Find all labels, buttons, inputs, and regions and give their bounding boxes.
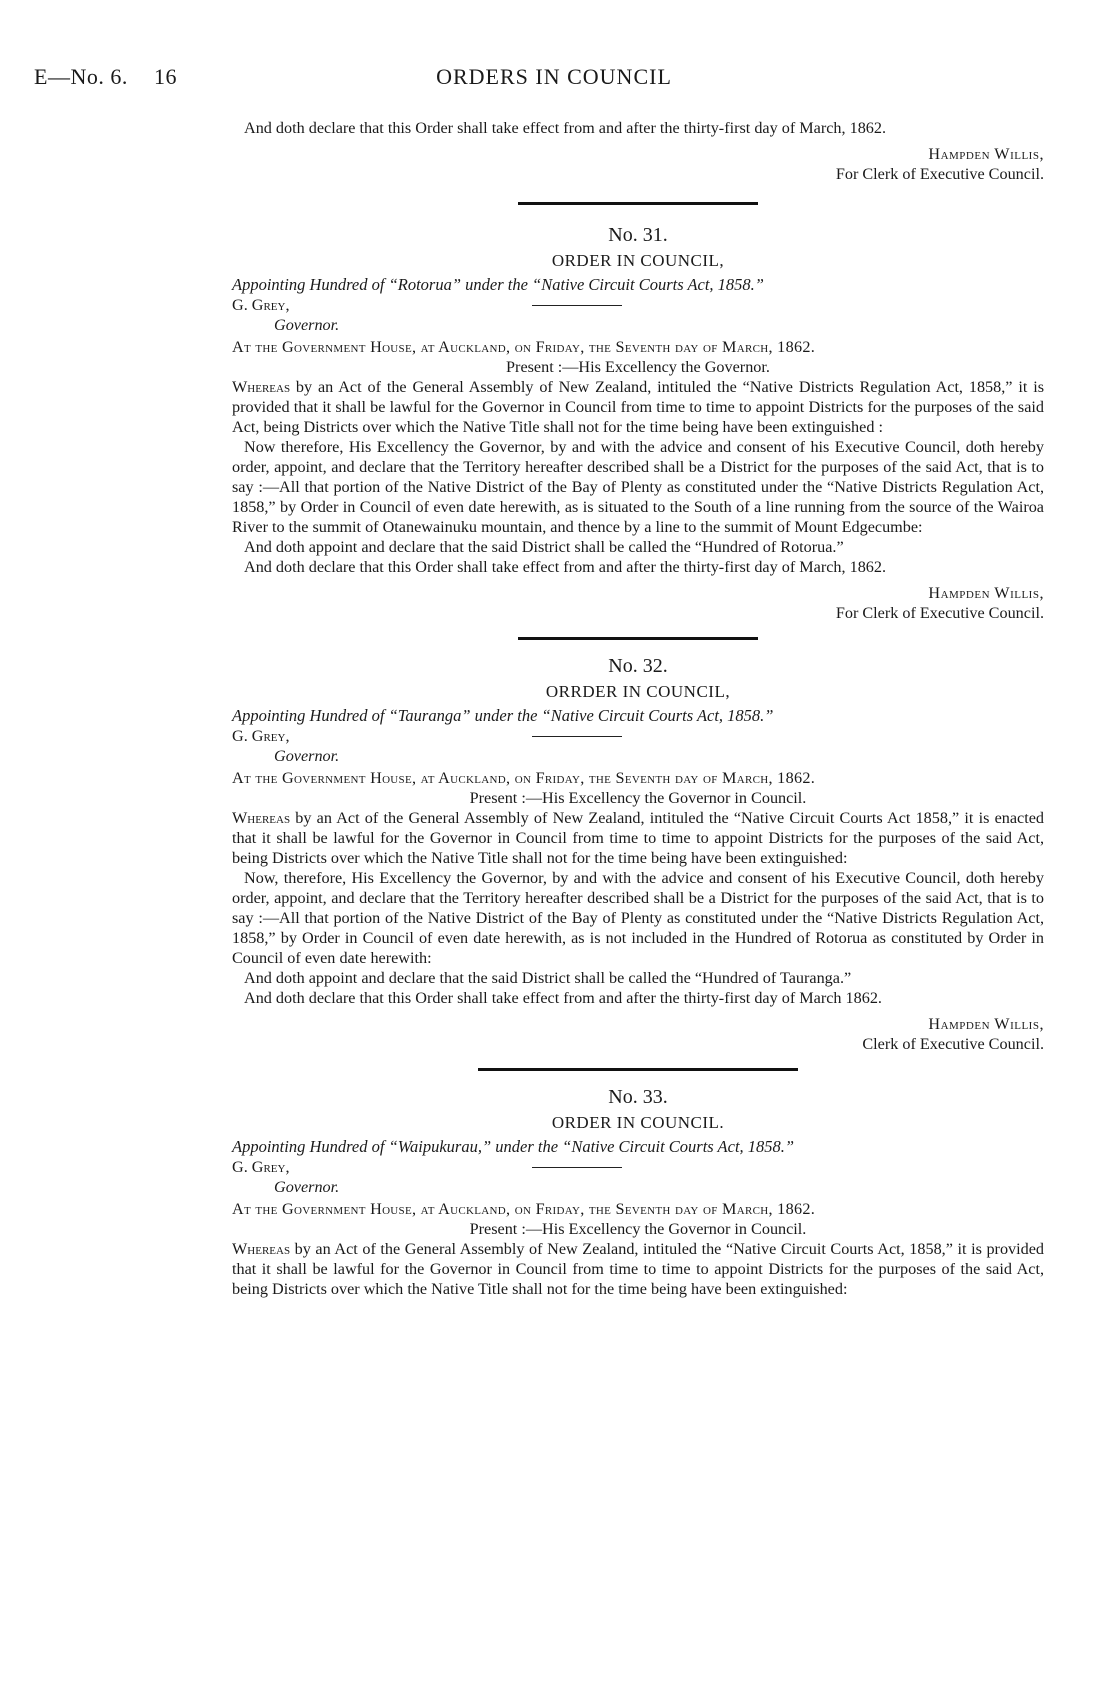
section-divider xyxy=(518,637,758,640)
whereas-word: Whereas xyxy=(232,1240,291,1258)
order-subtitle: Appointing Hundred of “Waipukurau,” under the “Native Circuit Courts Act, 1858.” xyxy=(232,1137,795,1156)
governor-name: G. Grey, xyxy=(232,727,290,745)
meeting-place-date: At the Government House, at Auckland, on Friday, the Seventh day of March, 1862. xyxy=(232,769,816,787)
signatory-title: For Clerk of Executive Council. xyxy=(835,165,1044,183)
whereas-paragraph xyxy=(232,377,1044,437)
order-subtitle: Appointing Hundred of “Rotorua” under the “Native Circuit Courts Act, 1858.” xyxy=(232,275,764,294)
order-number: No. 31. xyxy=(608,224,668,246)
whereas-text: by an Act of the General Assembly of New Zealand, intituled the “Native Districts Regulation Act, 1858,” it is provided that it shall be lawful for the Governor in Council from time to time to appoint Districts for the purposes of the said Act, being Districts over which the Native Title shall not for the time being have been extinguished : xyxy=(232,378,1044,436)
whereas-word: Whereas xyxy=(232,378,291,396)
order-number: No. 32. xyxy=(608,655,668,677)
naming-clause: And doth appoint and declare that the said District shall be called the “Hundred of Tauranga.” xyxy=(244,969,852,987)
page-number: 16 xyxy=(154,64,177,89)
order-33 xyxy=(232,1087,1044,1299)
page-header xyxy=(34,64,1074,98)
short-rule xyxy=(532,305,622,306)
short-rule xyxy=(532,736,622,737)
whereas-paragraph xyxy=(232,808,1044,868)
effect-clause: And doth declare that this Order shall take effect from and after the thirty-first day of March, 1862. xyxy=(244,558,887,576)
signature-block xyxy=(232,1014,1044,1054)
governor-signature xyxy=(232,295,1044,315)
effect-clause: And doth declare that this Order shall take effect from and after the thirty-first day of March, 1862. xyxy=(244,119,887,137)
order-number: No. 33. xyxy=(608,1086,668,1108)
meeting-place-date: At the Government House, at Auckland, on Friday, the Seventh day of March, 1862. xyxy=(232,1200,816,1218)
governor-signature xyxy=(232,1157,1044,1177)
page-body xyxy=(232,118,1044,1299)
signatory-name: Hampden Willis, xyxy=(928,1015,1044,1033)
signatory-name: Hampden Willis, xyxy=(928,584,1044,602)
order-subtitle: Appointing Hundred of “Tauranga” under the “Native Circuit Courts Act, 1858.” xyxy=(232,706,774,725)
governor-name: G. Grey, xyxy=(232,296,290,314)
section-divider xyxy=(478,1068,798,1071)
effect-clause: And doth declare that this Order shall take effect from and after the thirty-first day of March 1862. xyxy=(244,989,882,1007)
present-line: Present :—His Excellency the Governor in Council. xyxy=(469,1220,807,1238)
whereas-paragraph xyxy=(232,1239,1044,1299)
now-therefore-paragraph: Now, therefore, His Excellency the Governor, by and with the advice and consent of his Executive Council, doth hereby order, appoint, and declare that the Territory hereafter described shall be a District for the purposes of the said Act, that is to say :—All that portion of the Native District of the Bay of Plenty as constituted under the “Native Districts Regulation Act, 1858,” by Order in Council of even date herewith, as is not included in the Hundred of Rotorua as constituted by Order in Council of even date herewith: xyxy=(232,869,1044,967)
order-heading: ORDER IN COUNCIL. xyxy=(551,1113,725,1132)
naming-clause: And doth appoint and declare that the said District shall be called the “Hundred of Rotorua.” xyxy=(244,538,844,556)
signature-block xyxy=(232,583,1044,623)
order-heading: ORDER IN COUNCIL, xyxy=(551,251,725,270)
order-32 xyxy=(232,656,1044,1054)
now-therefore-paragraph: Now therefore, His Excellency the Governor, by and with the advice and consent of his Executive Council, doth hereby order, appoint, and declare that the Territory hereafter described shall be a District for the purposes of the said Act, that is to say :—All that portion of the Native District of the Bay of Plenty as constituted under the “Native Districts Regulation Act, 1858,” by Order in Council of even date herewith, as is situated to the South of a line running from the source of the Wairoa River to the summit of Otanewainuku mountain, and thence by a line to the summit of Mount Edgecumbe: xyxy=(232,438,1044,536)
whereas-text: by an Act of the General Assembly of New Zealand, intituled the “Native Circuit Courts Act 1858,” it is enacted that it shall be lawful for the Governor in Council from time to time to appoint Districts for the purposes of the said Act, being Districts over which the Native Title shall not for the time being have been extinguished: xyxy=(232,809,1044,867)
governor-title: Governor. xyxy=(274,316,340,334)
governor-signature xyxy=(232,726,1044,746)
whereas-word: Whereas xyxy=(232,809,291,827)
signatory-title: Clerk of Executive Council. xyxy=(862,1035,1044,1053)
whereas-text: by an Act of the General Assembly of New Zealand, intituled the “Native Circuit Courts Act, 1858,” it is provided that it shall be lawful for the Governor in Council from time to time to appoint Districts for the purposes of the said Act, being Districts over which the Native Title shall not for the time being have been extinguished: xyxy=(232,1240,1044,1298)
governor-title: Governor. xyxy=(274,747,340,765)
governor-title: Governor. xyxy=(274,1178,340,1196)
present-line: Present :—His Excellency the Governor in Council. xyxy=(469,789,807,807)
order-heading: ORRDER IN COUNCIL, xyxy=(545,682,731,701)
running-title: ORDERS IN COUNCIL xyxy=(436,64,672,89)
short-rule xyxy=(532,1167,622,1168)
governor-name: G. Grey, xyxy=(232,1158,290,1176)
signatory-name: Hampden Willis, xyxy=(928,145,1044,163)
signature-block xyxy=(232,144,1044,184)
section-divider xyxy=(518,202,758,205)
previous-order-ending xyxy=(232,118,1044,184)
present-line: Present :—His Excellency the Governor. xyxy=(506,358,770,376)
document-reference: E—No. 6. xyxy=(34,64,128,89)
signatory-title: For Clerk of Executive Council. xyxy=(835,604,1044,622)
meeting-place-date: At the Government House, at Auckland, on Friday, the Seventh day of March, 1862. xyxy=(232,338,816,356)
order-31 xyxy=(232,225,1044,623)
